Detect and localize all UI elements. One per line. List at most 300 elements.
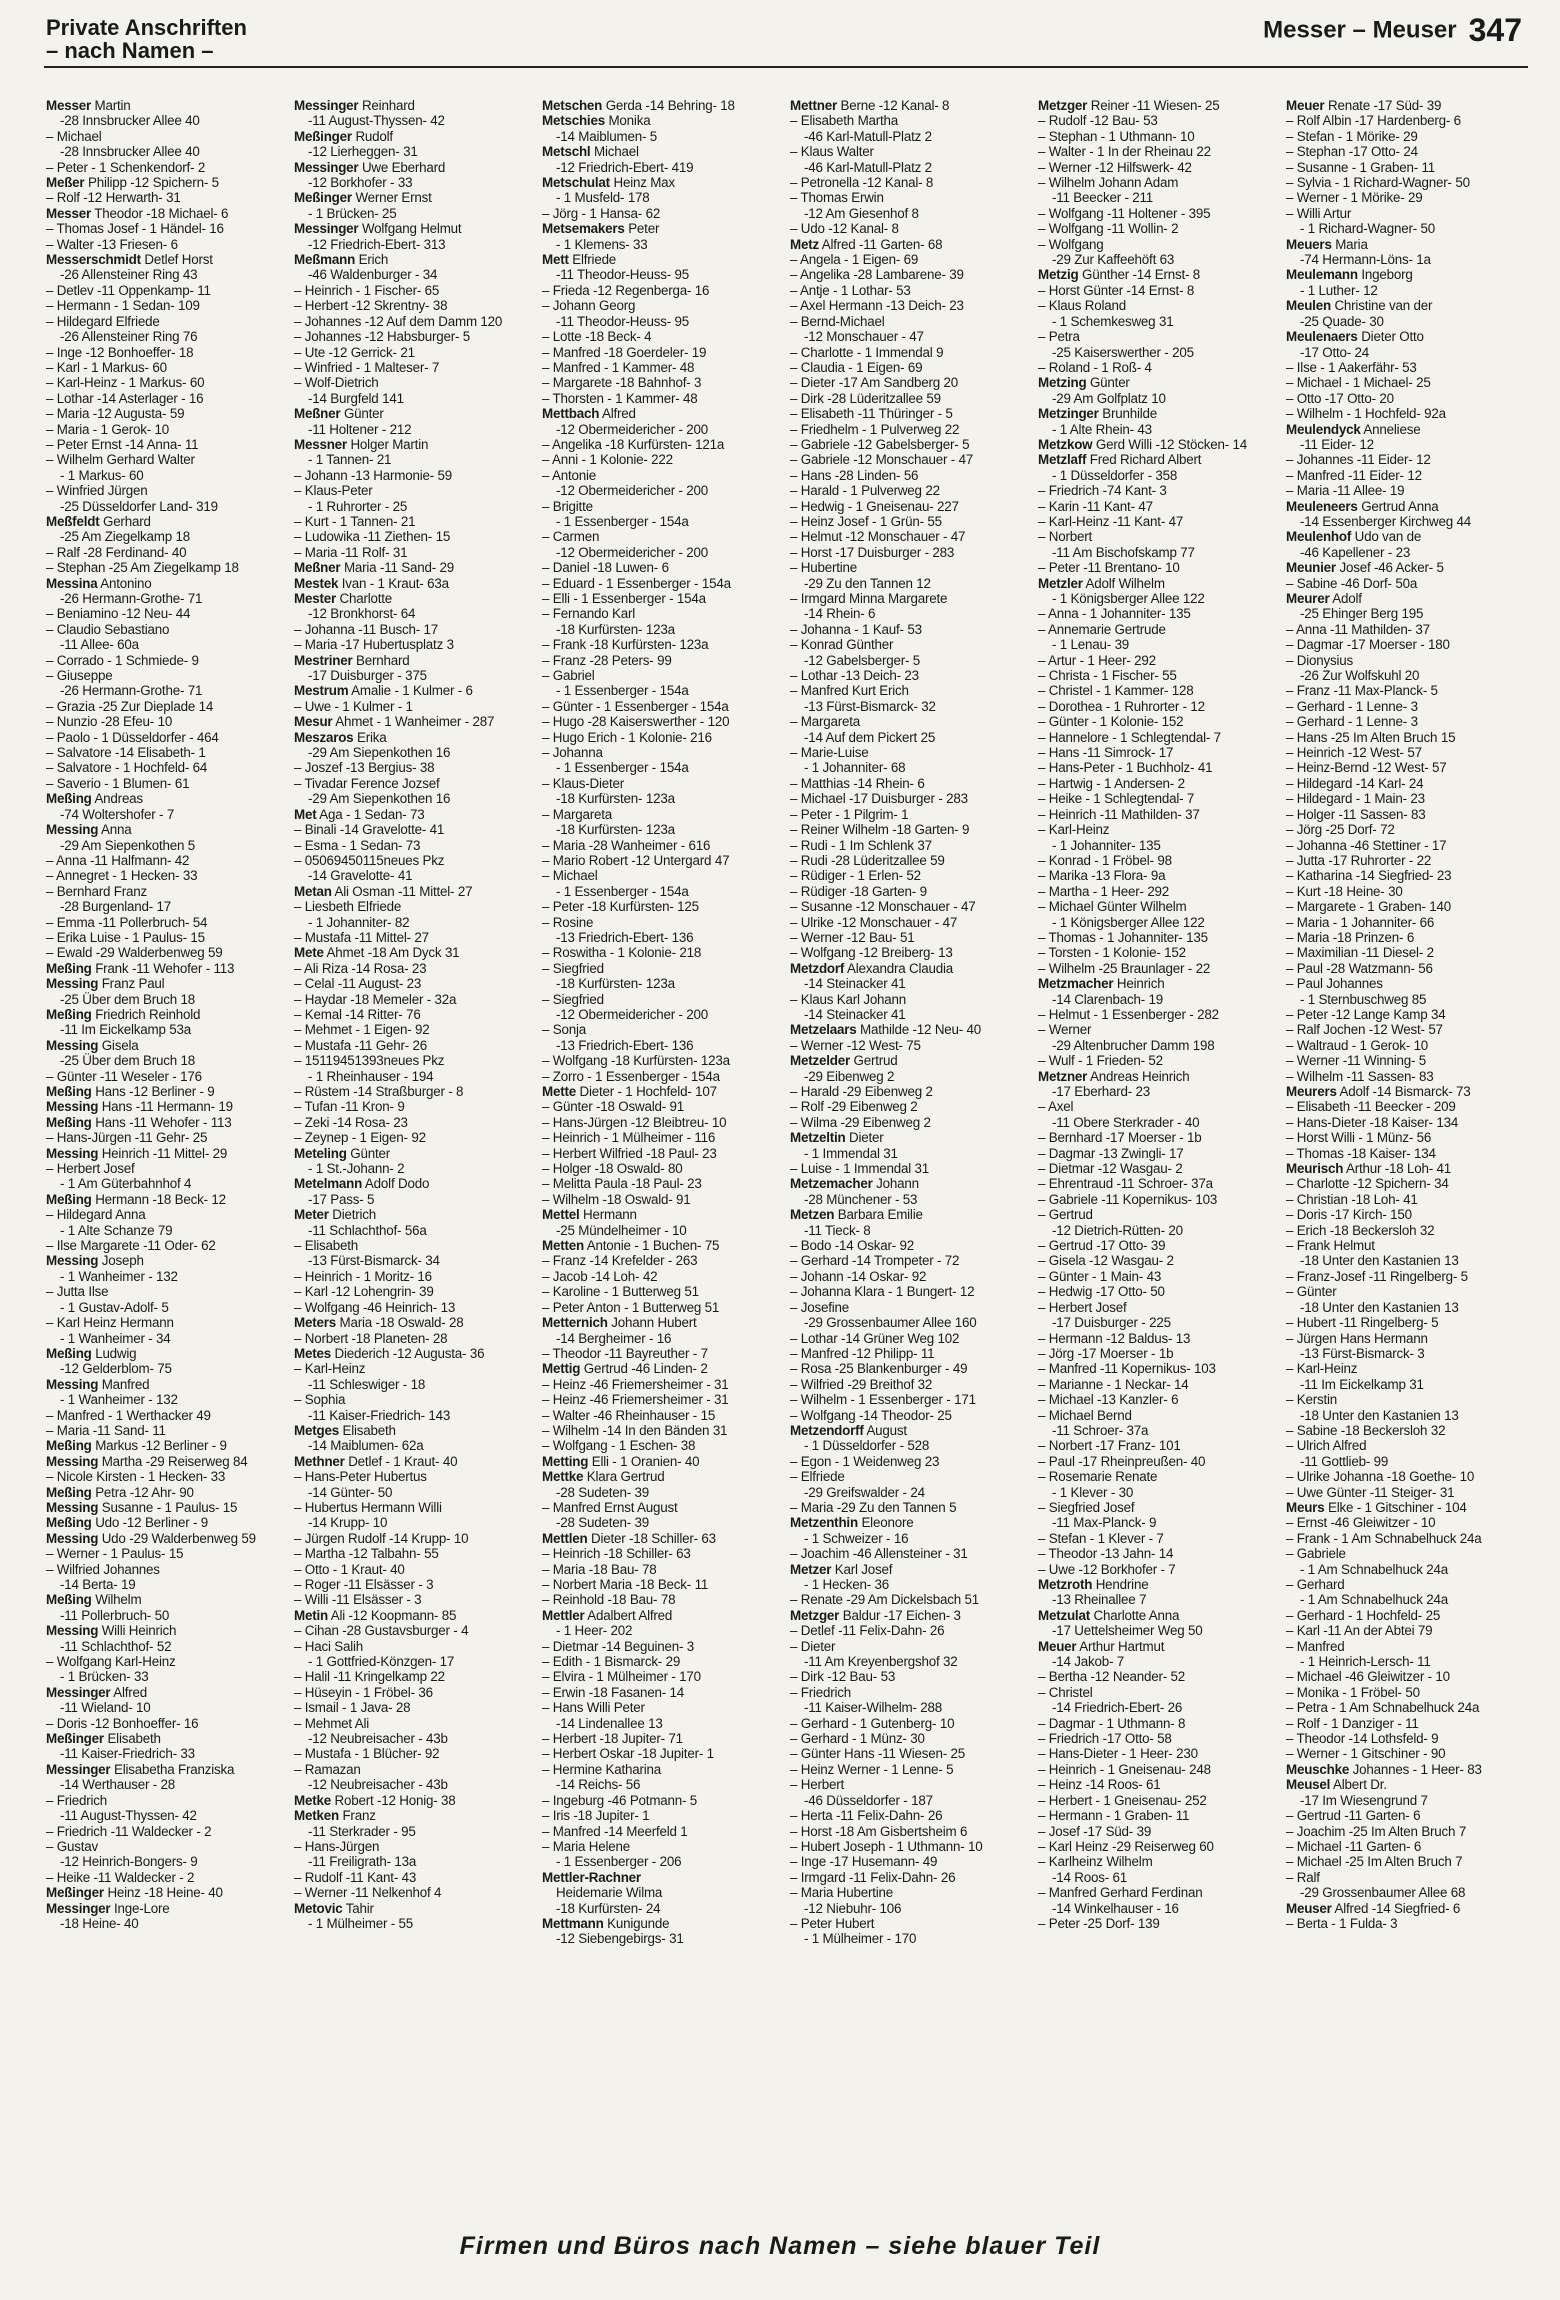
listing-line: – Roland - 1 Roß- 4 [1038,359,1152,375]
surname-entry [1038,98,1282,113]
listing-line: – Karlheinz Wilhelm [1038,1854,1153,1870]
listing-line: – Klaus Karl Johann [790,991,907,1007]
surname-entry [46,1762,290,1777]
listing-line: – Frank Helmut [1286,1238,1375,1254]
listing-line: – Frieda -12 Regenberga- 16 [542,282,710,298]
listing-line: -18 Unter den Kastanien 13 [1300,1407,1459,1423]
listing-line: – Thorsten - 1 Kammer- 48 [542,390,698,406]
surname-entry [542,144,786,159]
surname-entry [1286,560,1530,575]
listing-line: – Renate -29 Am Dickelsbach 51 [790,1592,980,1608]
surname-entry [294,884,538,899]
surname: Meßinger [46,1885,104,1901]
listing-line: – Maria - 1 Gerok- 10 [46,421,170,437]
listing-line: – Hartwig - 1 Andersen- 2 [1038,775,1185,791]
listing-line: – Ralf [1286,1869,1320,1885]
surname-entry [1286,422,1530,437]
listing-line: – Paolo - 1 Düsseldorfer - 464 [46,729,219,745]
listing-line: -13 Rheinallee 7 [1052,1592,1147,1608]
listing-line: – Bernhard Franz [46,883,148,899]
surname: Meßinger [294,128,352,144]
listing-line: – Detlev -11 Oppenkamp- 11 [46,282,211,298]
entry-details: Ali Osman -11 Mittel- 27 [331,883,473,899]
surname-entry [294,683,538,698]
listing-line: – Friedhelm - 1 Pulverweg 22 [790,421,960,437]
surname-entry [790,237,1034,252]
listing-line: – Christa - 1 Fischer- 55 [1038,668,1177,684]
surname: Meßing [46,1592,92,1608]
surname-entry [542,98,786,113]
listing-line: – Herbert Josef [46,1161,135,1177]
listing-line: -11 Am Kreyenbergshof 32 [804,1654,958,1670]
listing-line: – Horst -17 Duisburger - 283 [790,544,955,560]
listing-line: – Maria Hubertine [790,1885,894,1901]
listing-line: – Maria -17 Hubertusplatz 3 [294,637,454,653]
entry-details: Elke - 1 Gitschiner - 104 [1324,1499,1467,1515]
listing-line: - 1 Hecken- 36 [804,1577,890,1592]
listing-line: – Susanne - 1 Graben- 11 [1286,159,1436,175]
listing-line: -11 Im Eickelkamp 53a [60,1022,192,1038]
listing-line: - 1 Brücken- 33 [60,1669,149,1685]
listing-line: – Haydar -18 Memeler - 32a [294,991,457,1007]
listing-line: – Udo -12 Kanal- 8 [790,221,899,237]
listing-line: – Anni - 1 Kolonie- 222 [542,452,673,468]
surname-entry [790,1423,1034,1438]
surname: Meurisch [1286,1161,1344,1177]
surname-entry [46,1146,290,1161]
listing-line: -12 Obermeidericher - 200 [556,1006,709,1022]
listing-line: – Hermine Katharina [542,1761,662,1777]
listing-line: – Luise - 1 Immendal 31 [790,1161,930,1177]
listing-line: – Manfred - 1 Kammer- 48 [542,359,695,375]
surname-entry [46,1901,290,1916]
listing-line: – Uwe Günter -11 Steiger- 31 [1286,1484,1455,1500]
column-1 [46,98,290,2216]
surname: Messner [294,436,347,452]
surname-entry [542,252,786,267]
entry-details: Detlef - 1 Kraut- 40 [344,1453,458,1469]
listing-line: – Stephan - 1 Uthmann- 10 [1038,128,1195,144]
entry-details: Gerda -14 Behring- 18 [602,98,735,113]
entry-details: Eleonore [857,1515,914,1531]
surname-entry [1038,375,1282,390]
listing-line: – Karl-Heinz [1286,1361,1358,1377]
listing-line: – Ilse - 1 Aakerfähr- 53 [1286,359,1417,375]
listing-line: -14 Jakob- 7 [1052,1654,1125,1670]
entry-details: Hermann [579,1207,637,1223]
surname: Mesur [294,714,333,730]
listing-line: – Wilhelm Johann Adam [1038,175,1179,191]
surname: Metzeltin [790,1130,846,1146]
surname-entry [294,807,538,822]
listing-line: – Paul -17 Rheinpreußen- 40 [1038,1453,1206,1469]
listing-line: – Ingeburg -46 Potmann- 5 [542,1792,698,1808]
surname: Metzger [1038,98,1088,113]
surname: Messing [46,1037,99,1053]
listing-line: – Emma -11 Pollerbruch- 54 [46,914,208,930]
listing-line: – Erwin -18 Fasanen- 14 [542,1684,685,1700]
surname-entry [790,1176,1034,1191]
listing-line: - 1 Mülheimer - 55 [308,1915,414,1931]
listing-line: – Elvira - 1 Mülheimer - 170 [542,1669,701,1685]
surname: Messinger [46,1684,111,1700]
listing-line: -14 Winkelhauser - 16 [1052,1900,1179,1916]
listing-line: - 1 Sternbuschweg 85 [1300,991,1427,1007]
entry-details: Alfred -14 Siegfried- 6 [1331,1900,1461,1916]
listing-line: - 1 Klever - 30 [1052,1484,1134,1500]
listing-line: – Heinrich - 1 Moritz- 16 [294,1268,432,1284]
listing-line: -14 Steinacker 41 [804,976,906,992]
listing-line: – Peter Ernst -14 Anna- 11 [46,436,199,452]
listing-line: – Claudia - 1 Eigen- 69 [790,359,923,375]
listing-line: - 1 Ruhrorter - 25 [308,498,408,514]
listing-line: Heidemarie Wilma [556,1885,663,1901]
entry-details: Dietrich [328,1207,377,1223]
listing-line: – Thomas - 1 Johanniter- 135 [1038,929,1208,945]
entry-details: Holger Martin [346,436,429,452]
listing-line: - 1 Richard-Wagner- 50 [1300,221,1436,237]
listing-line: -12 Lierheggen- 31 [308,144,418,160]
listing-line: -12 Friedrich-Ebert- 313 [308,236,446,252]
listing-line: – Uwe - 1 Kulmer - 1 [294,698,413,714]
surname-entry [46,1377,290,1392]
listing-line: – Mustafa -11 Mittel- 27 [294,929,429,945]
listing-line: – Margareta [542,806,612,822]
listing-line: – Peter -18 Kurfürsten- 125 [542,899,699,915]
entry-details: Arthur -18 Loh- 41 [1343,1161,1452,1177]
entry-details: Elisabeth [103,1731,161,1747]
listing-line: -28 Sudeten- 39 [556,1484,650,1500]
surname: Mettmann [542,1915,604,1931]
listing-line: – Klaus-Peter [294,483,373,499]
listing-line: – Gerhard - 1 Lenne- 3 [1286,698,1418,714]
surname-entry [542,1238,786,1253]
entry-details: Friedrich Reinhold [91,1006,201,1022]
listing-line: – Hildegard - 1 Main- 23 [1286,791,1425,807]
surname-entry [46,961,290,976]
listing-line: -14 Werthauser - 28 [60,1777,176,1793]
surname-entry [294,1608,538,1623]
listing-line: – Harald -29 Eibenweg 2 [790,1084,933,1099]
surname-entry [294,714,538,729]
listing-line: – Wilma -29 Eibenweg 2 [790,1114,931,1130]
entry-details: Petra -12 Ahr- 90 [91,1484,194,1500]
listing-line: – Maximilian -11 Diesel- 2 [1286,945,1434,961]
listing-line: – Norbert [1038,529,1093,545]
listing-line: – Herbert -18 Jupiter- 71 [542,1731,683,1747]
surname: Messing [46,1530,99,1546]
listing-line: -46 Karl-Matull-Platz 2 [804,159,932,175]
surname: Meurers [1286,1084,1337,1099]
surname-entry [1286,237,1530,252]
listing-line: – Melitta Paula -18 Paul- 23 [542,1176,702,1192]
listing-line: – Heinz -14 Roos- 61 [1038,1777,1161,1793]
listing-line: -25 Mündelheimer - 10 [556,1222,687,1238]
listing-line: -28 Sudeten- 39 [556,1515,650,1531]
surname: Meulendyck [1286,421,1361,437]
listing-line: – Anna -11 Halfmann- 42 [46,852,190,868]
entry-details: Hermann -18 Beck- 12 [91,1191,226,1207]
listing-line: – Peter - 1 Schenkendorf- 2 [46,159,206,175]
entry-details: Anna [98,822,132,838]
listing-line: – Holger -18 Oswald- 80 [542,1161,683,1177]
surname-entry [46,1731,290,1746]
listing-line: – Hermann - 1 Graben- 11 [1038,1808,1190,1824]
listing-line: -11 Eider- 12 [1300,436,1374,452]
listing-line: -74 Woltershofer - 7 [60,806,175,822]
listing-line: – Antje - 1 Lothar- 53 [790,282,911,298]
surname: Metke [294,1792,331,1808]
listing-line: – Mehmet Ali [294,1715,370,1731]
listing-line: – Bertha -12 Neander- 52 [1038,1669,1186,1685]
listing-line: – Werner - 1 Mörike- 29 [1286,190,1423,206]
listing-line: -25 Quade- 30 [1300,313,1384,329]
surname-entry [542,1608,786,1623]
listing-line: – Otto - 1 Kraut- 40 [294,1561,405,1577]
surname: Meteling [294,1145,347,1161]
listing-line: -11 Obere Sterkrader - 40 [1052,1114,1200,1130]
listing-line: – Peter - 1 Pilgrim- 1 [790,806,909,822]
entry-details: Monika [604,113,651,129]
listing-line: – Margarete - 1 Graben- 140 [1286,899,1452,915]
entry-details: Amalie - 1 Kulmer - 6 [348,683,473,699]
surname: Meßner [294,560,341,576]
entry-details: Alfred [110,1684,147,1700]
surname: Metzer [790,1561,832,1577]
surname: Mettler [542,1607,585,1623]
entry-details: Inge-Lore [110,1900,170,1916]
listing-line: – Berta - 1 Fulda- 3 [1286,1915,1398,1931]
surname-entry [46,1685,290,1700]
listing-line: -46 Kapellener - 23 [1300,544,1411,560]
listing-line: – Petronella -12 Kanal- 8 [790,175,934,191]
listing-line: – Friedrich [790,1684,852,1700]
listing-line: -28 Burgenland- 17 [60,899,172,915]
listing-line: – Manfred -12 Philipp- 11 [790,1345,935,1361]
surname: Meßer [46,175,85,191]
entry-details: August [863,1422,907,1438]
surname: Mettner [790,98,837,113]
listing-line: – Mario Robert -12 Untergard 47 [542,852,730,868]
listing-line: – Manfred - 1 Werthacker 49 [46,1407,211,1423]
listing-line: – Dorothea - 1 Ruhrorter - 12 [1038,698,1205,714]
surname-entry [46,1007,290,1022]
listing-line: – Hans-Jürgen [294,1838,380,1854]
listing-line: – Irmgard Minna Margarete [790,591,948,606]
surname: Metz [790,236,819,252]
entry-details: Fred Richard Albert [1086,452,1202,468]
listing-line: – Christel - 1 Kammer- 128 [1038,683,1194,699]
entry-details: Charlotte [335,591,393,606]
footer-note: Firmen und Büros nach Namen – siehe blauer Teil [459,2232,1101,2260]
listing-line: – Claudio Sebastiano [46,621,170,637]
entry-details: Wolfgang Helmut [358,221,462,237]
surname-entry [46,1115,290,1130]
listing-line: - 1 Wanheimer - 132 [60,1268,178,1284]
listing-line: – Marie-Luise [790,745,869,761]
listing-line: – Dionysius [1286,652,1354,668]
listing-line: – Hans -28 Linden- 56 [790,467,919,483]
entry-details: Gerhard [99,513,151,529]
entry-details: Klara Gertrud [583,1469,665,1485]
listing-line: – Theodor -14 Lothsfeld- 9 [1286,1731,1439,1747]
listing-line: -12 Heinrich-Bongers- 9 [60,1854,198,1870]
listing-line: – Ilse Margarete -11 Oder- 62 [46,1238,216,1254]
listing-line: -25 Kaiserswerther - 205 [1052,344,1194,360]
listing-line: – Michael -25 Im Alten Bruch 7 [1286,1854,1463,1870]
surname: Messinger [294,221,359,237]
surname: Mettig [542,1361,581,1377]
column-3 [542,98,786,2216]
surname: Mettler-Rachner [542,1869,641,1885]
listing-line: - 1 Gottfried-Könzgen- 17 [308,1654,455,1670]
surname: Messing [46,822,99,838]
listing-line: – Günter Hans -11 Wiesen- 25 [790,1746,966,1762]
listing-line: -17 Otto- 24 [1300,344,1370,360]
surname: Metken [294,1808,339,1824]
listing-columns [46,98,1536,2216]
listing-line: – Manfred -11 Eider- 12 [1286,467,1422,483]
surname: Metzkow [1038,436,1093,452]
listing-line: – Wilhelm -11 Sassen- 83 [1286,1068,1434,1084]
listing-line: -17 Duisburger - 375 [308,668,427,684]
listing-line: -11 Allee- 60a [60,637,139,653]
surname-entry [542,1361,786,1376]
listing-line: - 1 St.-Johann- 2 [308,1161,405,1177]
listing-line: – Elisabeth [294,1238,359,1254]
listing-line: -25 Über dem Bruch 18 [60,1053,195,1069]
listing-line: -18 Kurfürsten- 123a [556,791,675,807]
entry-details: Joseph [98,1253,144,1269]
listing-line: -14 Bergheimer - 16 [556,1330,672,1346]
listing-line: – Michael Günter Wilhelm [1038,899,1187,915]
entry-details: Elisabetha Franziska [110,1761,235,1777]
listing-line: – Werner - 1 Paulus- 15 [46,1546,184,1562]
listing-line: -29 Grossenbaumer Allee 160 [804,1315,977,1331]
listing-line: – Rudi - 1 Im Schlenk 37 [790,837,932,853]
listing-line: – Johann -14 Oskar- 92 [790,1268,927,1284]
surname-entry [46,976,290,991]
listing-line: – Beniamino -12 Neu- 44 [46,606,191,622]
surname-entry [46,1485,290,1500]
listing-line: – Axel Hermann -13 Deich- 23 [790,298,964,314]
surname-entry [46,1885,290,1900]
listing-line: -12 Neubreisacher - 43b [308,1731,448,1747]
column-2 [294,98,538,2216]
listing-line: - 1 Markus- 60 [60,467,144,483]
listing-line: -14 Günter- 50 [308,1484,393,1500]
surname-entry [790,1022,1034,1037]
surname-entry [46,1438,290,1453]
listing-line: – Norbert -18 Planeten- 28 [294,1330,448,1346]
listing-line: – Karl Heinz -29 Reiserweg 60 [1038,1838,1214,1854]
entry-details: Elisabeth [338,1422,396,1438]
surname: Messing [46,1099,99,1115]
listing-line: – Hans -11 Simrock- 17 [1038,745,1174,761]
listing-line: – Irmgard -11 Felix-Dahn- 26 [790,1869,956,1885]
listing-line: – Horst Günter -14 Ernst- 8 [1038,282,1195,298]
surname-entry [294,160,538,175]
listing-line: - 1 Am Güterbahnhof 4 [60,1176,192,1192]
surname-entry [46,822,290,837]
surname: Meurs [1286,1499,1325,1515]
listing-line: – Bernd-Michael [790,313,885,329]
listing-line: – Werner [1038,1022,1092,1038]
listing-line: – Ralf Jochen -12 West- 57 [1286,1022,1443,1038]
listing-line: – Gerhard - 1 Lenne- 3 [1286,714,1418,730]
listing-line: – Hermann -12 Baldus- 13 [1038,1330,1191,1346]
listing-line: – Jürgen Hans Hermann [1286,1330,1428,1346]
listing-line: – Heinz-Bernd -12 West- 57 [1286,760,1447,776]
listing-line: -14 Maiblumen- 5 [556,128,657,144]
listing-line: – Johann -13 Harmonie- 59 [294,467,453,483]
surname: Metovic [294,1900,343,1916]
listing-line: -12 Bronkhorst- 64 [308,606,416,622]
surname-entry [46,576,290,591]
listing-line: – Elisabeth -11 Thüringer - 5 [790,406,953,422]
surname-entry [1038,1069,1282,1084]
listing-line: – Werner -12 Bau- 51 [790,929,915,945]
listing-line: -11 Freiligrath- 13a [308,1854,417,1870]
entry-details: Günter [340,406,384,422]
listing-line: – Katharina -14 Siegfried- 23 [1286,868,1452,884]
listing-line: – Hüseyin - 1 Fröbel- 36 [294,1684,433,1700]
entry-details: Markus -12 Berliner - 9 [91,1438,227,1454]
listing-line: - 1 Heinrich-Lersch- 11 [1300,1654,1431,1670]
surname-entry [46,1253,290,1268]
listing-line: -14 Rhein- 6 [804,606,876,622]
listing-line: – Lothar -14 Grüner Weg 102 [790,1330,960,1346]
column-4 [790,98,1034,2216]
surname-entry [294,1176,538,1191]
listing-line: – Gertrud -17 Otto- 39 [1038,1238,1166,1254]
listing-line: -14 Essenberger Kirchweg 44 [1300,513,1472,529]
entry-details: Gertrud Anna [1357,498,1439,514]
listing-line: – Maria -11 Rolf- 31 [294,544,408,560]
listing-line: -11 Kaiser-Wilhelm- 288 [804,1700,943,1716]
surname-entry [1286,98,1530,113]
listing-line: -46 Karl-Matull-Platz 2 [804,128,932,144]
listing-line: - 1 Düsseldorfer - 528 [804,1438,930,1454]
entry-details: Martha -29 Reiserweg 84 [98,1453,248,1469]
listing-line: – Joachim -25 Im Alten Bruch 7 [1286,1823,1467,1839]
listing-line: – Jörg -17 Moerser - 1b [1038,1345,1174,1361]
surname-entry [790,1562,1034,1577]
listing-line: -17 Eberhard- 23 [1052,1084,1151,1099]
listing-line: – Nicole Kirsten - 1 Hecken- 33 [46,1469,226,1485]
listing-line: – Rudi -28 Lüderitzallee 59 [790,852,945,868]
listing-line: – Charlotte -12 Spichern- 34 [1286,1176,1449,1192]
entry-details: Dieter [845,1130,884,1146]
surname: Messing [46,1623,99,1639]
listing-line: – Manfred [1286,1638,1345,1654]
entry-details: Franz [338,1808,376,1824]
listing-line: – Lothar -13 Deich- 23 [790,668,919,684]
entry-details: Anneliese [1360,421,1421,437]
surname: Meßing [46,1484,92,1500]
section-heading [46,16,247,62]
listing-line: - 1 Schemkesweg 31 [1052,313,1174,329]
listing-line: – Rolf -29 Eibenweg 2 [790,1099,918,1115]
listing-line: – Rosine [542,914,594,930]
listing-line: – Harald - 1 Pulverweg 22 [790,483,940,499]
listing-line: – Celal -11 August- 23 [294,976,422,992]
listing-line: – Friedrich -11 Waldecker - 2 [46,1823,212,1839]
surname: Metzinger [1038,406,1099,422]
listing-line: – Kemal -14 Ritter- 76 [294,1006,421,1022]
listing-line: – Christel [1038,1684,1093,1700]
surname-entry [46,1531,290,1546]
